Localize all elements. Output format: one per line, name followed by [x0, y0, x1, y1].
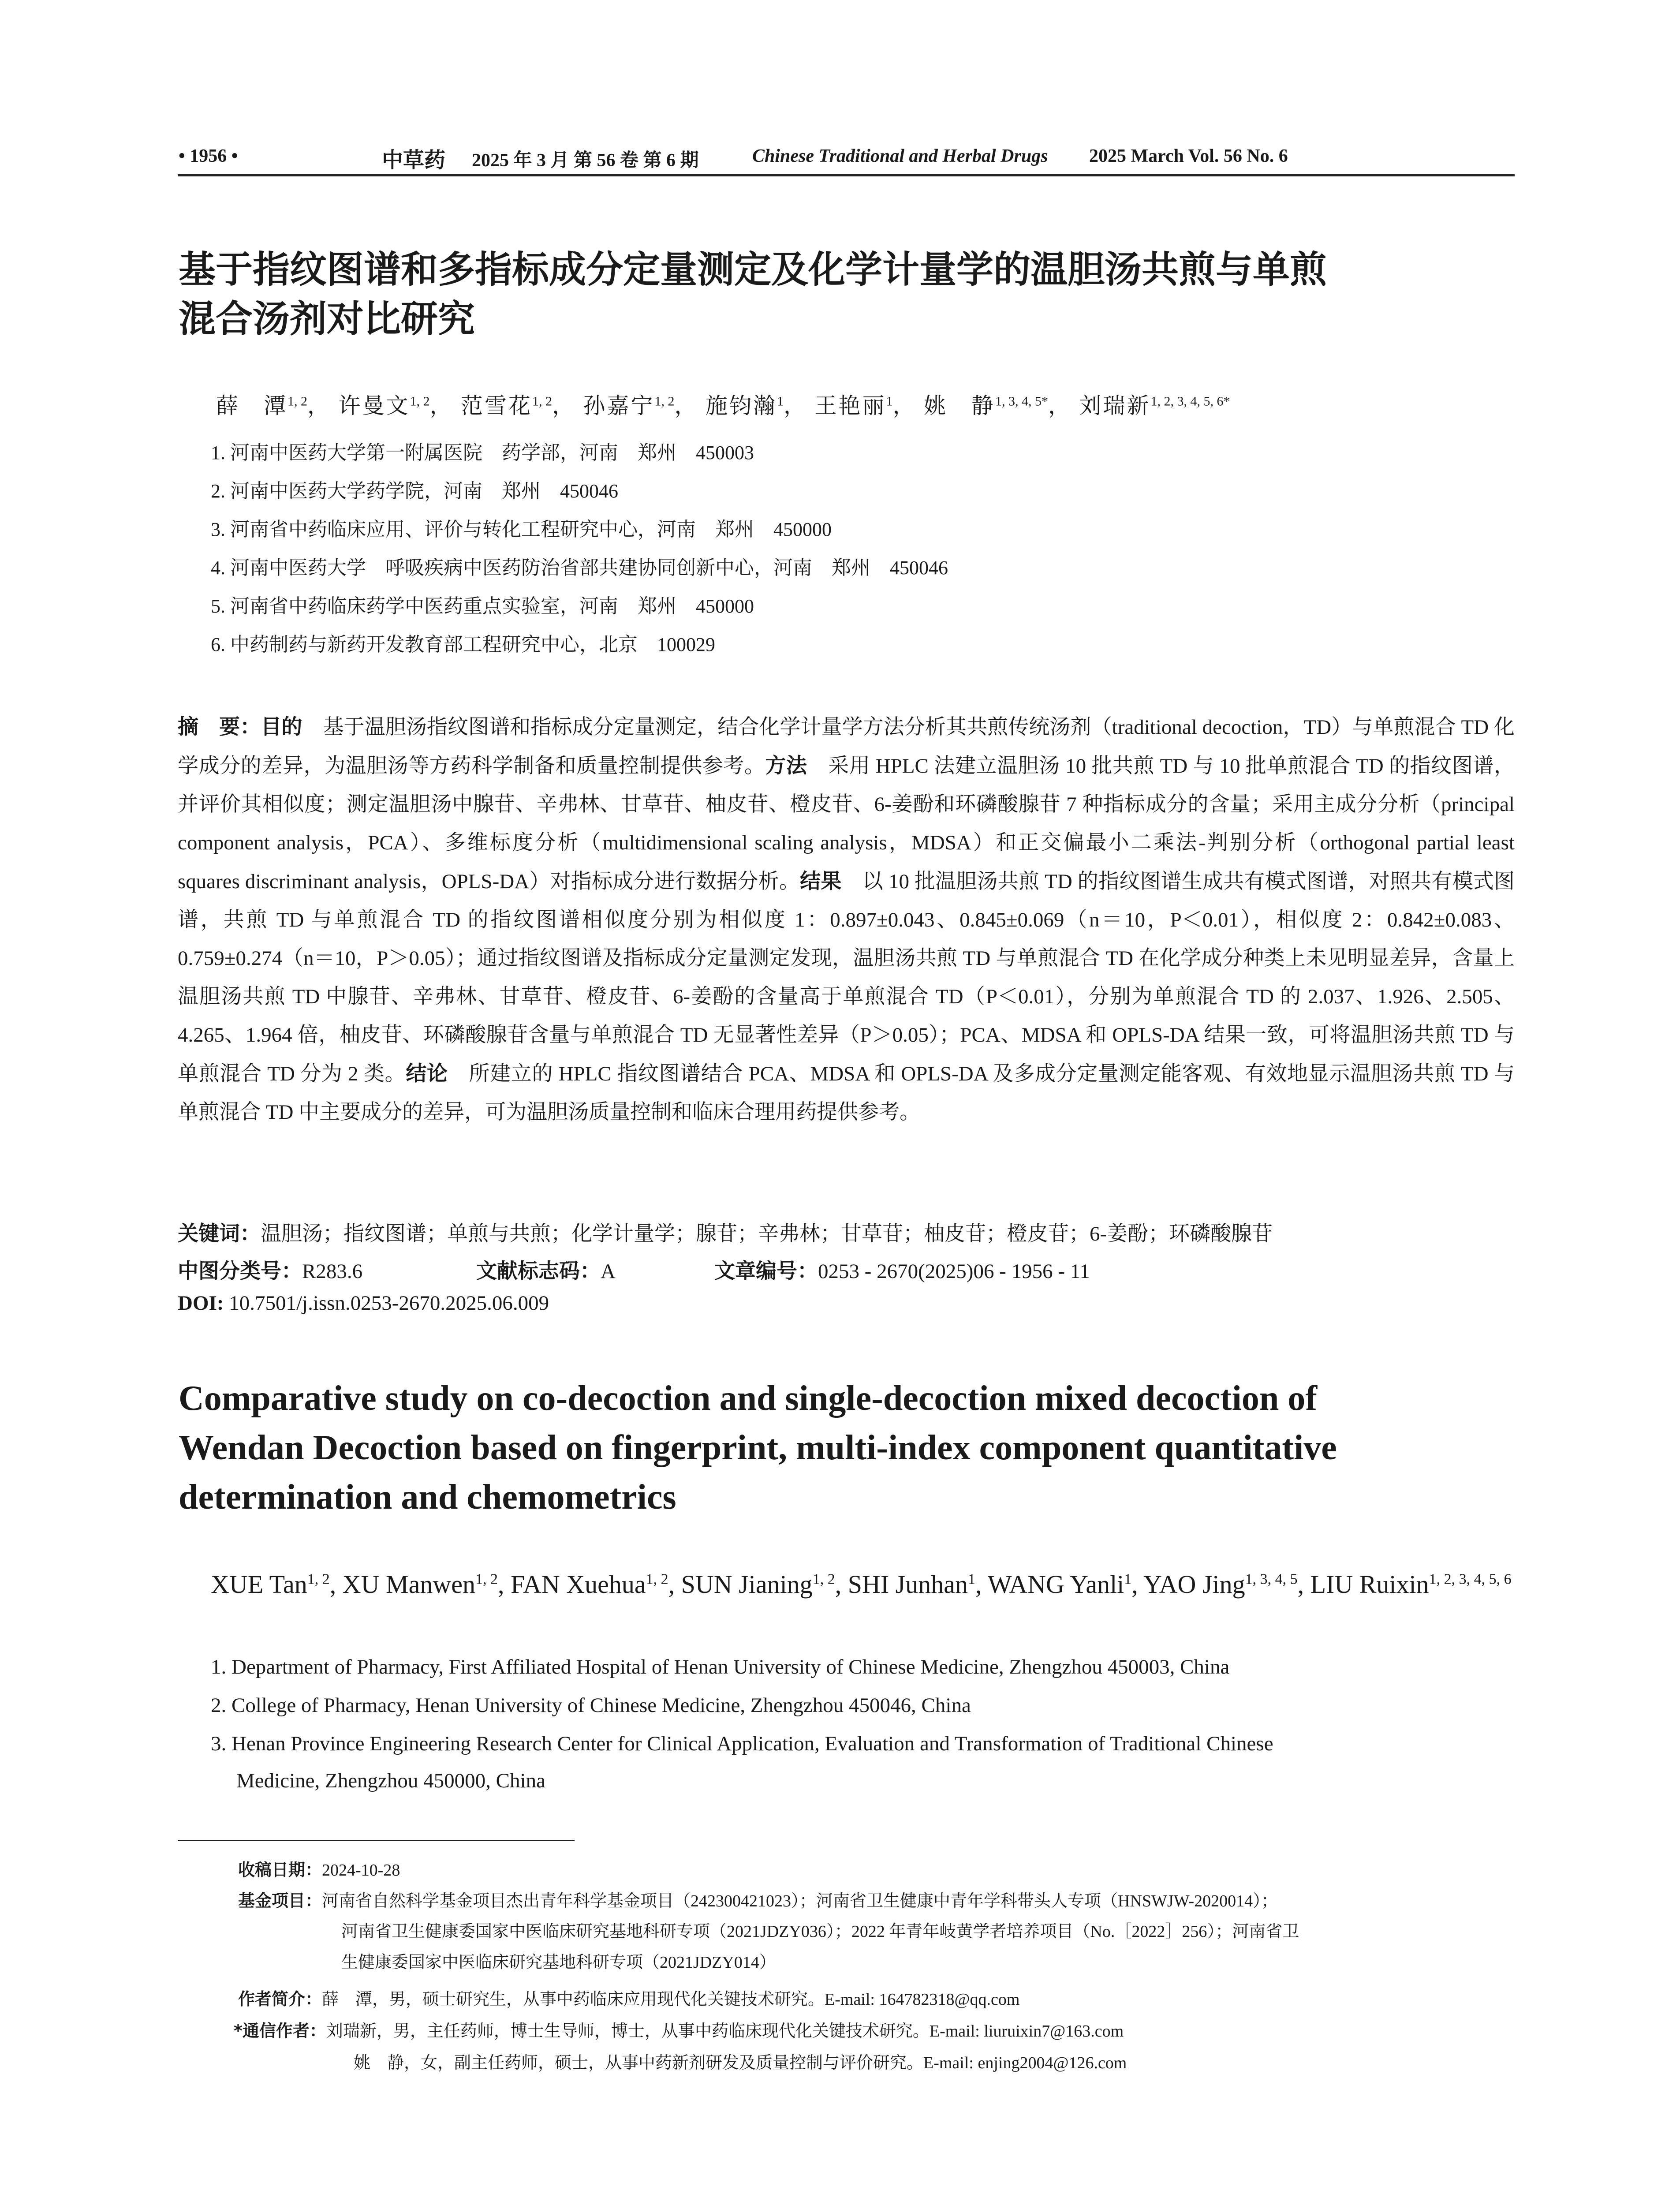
author-cn: 刘瑞新$^{1, 2, 3, 4, 5, 6*}$	[1079, 393, 1230, 418]
keywords	[178, 1217, 1273, 1247]
affiliation-en-3-cont: Medicine, Zhengzhou 450000, China	[236, 1769, 545, 1792]
author-cn: 薛 潭$^{1, 2}$	[216, 393, 307, 418]
affiliation-cn-4: 4. 河南中医药大学 呼吸疾病中医药防治省部共建协同创新中心，河南 郑州 450046	[211, 557, 948, 579]
title-cn-line2: 混合汤剂对比研究	[179, 297, 475, 340]
journal-name-en: Chinese Traditional and Herbal Drugs	[752, 146, 1048, 166]
title-cn	[179, 245, 1515, 344]
title-en-line1: Comparative study on co-decoction and single-decoction mixed decoction of	[179, 1379, 1318, 1418]
keywords-text: 温胆汤；指纹图谱；单煎与共煎；化学计量学；腺苷；辛弗林；甘草苷；柚皮苷；橙皮苷；6-姜酚；环磷酸腺苷	[261, 1222, 1273, 1245]
fund-label: 基金项目：	[238, 1891, 322, 1910]
fund	[238, 1885, 1278, 1917]
author-cn: 范雪花$^{1, 2}$	[461, 393, 552, 418]
fund-line2: 河南省卫生健康委国家中医临床研究基地科研专项（2021JDZY036）；2022 年青年岐黄学者培养项目（No.［2022］256）；河南省卫	[341, 1922, 1299, 1941]
authors-cn: 薛 潭$^{1, 2}$， 许曼文$^{1, 2}$， 范雪花$^{1, 2}$， 孙嘉宁$^{1, 2}$， 施钧瀚$^1$， 王艳丽$^1$， 姚 静$^{1, 3, 4, 5*}$， 刘瑞新$^{1, 2, 3, 4, 5, 6*}$	[216, 393, 1230, 418]
author-en: SUN Jianing$^{1, 2}$	[681, 1570, 835, 1599]
abstract	[178, 708, 1515, 1132]
fund-line3: 生健康委国家中医临床研究基地科研专项（2021JDZY014）	[341, 1953, 776, 1972]
clc-label: 中图分类号：	[178, 1259, 302, 1283]
objective-label: 目的	[261, 715, 302, 739]
clc-value: R283.6	[302, 1260, 363, 1283]
affiliation-cn-3: 3. 河南省中药临床应用、评价与转化工程研究中心，河南 郑州 450000	[211, 519, 832, 540]
received-date	[238, 1854, 400, 1886]
authors-en: XUE Tan$^{1, 2}$, XU Manwen$^{1, 2}$, FAN Xuehua$^{1, 2}$, SUN Jianing$^{1, 2}$, SHI Junhan$^1$, WANG Yanli$^1$, YAO Jing$^{1, 3, 4, 5}$, LIU Ruixin$^{1, 2, 3, 4, 5, 6}$	[211, 1570, 1512, 1599]
article-value: 0253 - 2670(2025)06 - 1956 - 11	[818, 1260, 1090, 1283]
received-label: 收稿日期：	[238, 1860, 322, 1880]
methods-text: 采用 HPLC 法建立温胆汤 10 批共煎 TD 与 10 批单煎混合 TD 的指纹图谱，并评价其相似度；测定温胆汤中腺苷、辛弗林、甘草苷、柚皮苷、橙皮苷、6-姜酚和环磷酸腺苷 7 种指标成分的含量；采用主成分分析（principal component analysis，PCA）、多维标度分析（multidimensional scaling analysis，MDSA）和正交偏最小二乘法-判别分析（orthogonal partial least squares discriminant analysis，OPLS-DA）对指标成分进行数据分析。	[178, 755, 1515, 893]
author-cn: 姚 静$^{1, 3, 4, 5*}$	[924, 393, 1048, 418]
affiliation-en-2: 2. College of Pharmacy, Henan University of Chinese Medicine, Zhengzhou 450046, China	[211, 1694, 971, 1717]
page-number: • 1956 •	[179, 146, 238, 166]
affiliation-cn-2: 2. 河南中医药大学药学院，河南 郑州 450046	[211, 480, 618, 502]
affiliation-en-3: 3. Henan Province Engineering Research Center for Clinical Application, Evaluation and Transformation of Traditional Chinese	[211, 1732, 1273, 1755]
author-bio	[238, 1984, 1019, 2015]
objective-text: 基于温胆汤指纹图谱和指标成分定量测定，结合化学计量学方法分析其共煎传统汤剂（traditional decoction，TD）与单煎混合 TD 化学成分的差异，为温胆汤等方药科学制备和质量控制提供参考。	[178, 716, 1515, 777]
results-label: 结果	[800, 869, 842, 893]
doc-code	[476, 1255, 616, 1284]
received-value: 2024-10-28	[322, 1861, 400, 1880]
author-en: WANG Yanli$^1$	[987, 1570, 1132, 1599]
author-cn: 孙嘉宁$^{1, 2}$	[583, 393, 675, 418]
author-en: FAN Xuehua$^{1, 2}$	[511, 1570, 668, 1599]
corr-text-1: 刘瑞新，男，主任药师，博士生导师，博士，从事中药临床现代化关键技术研究。E-mail: liuruixin7@163.com	[326, 2022, 1124, 2041]
classification-line	[178, 1255, 362, 1284]
affiliation-en-1: 1. Department of Pharmacy, First Affiliated Hospital of Henan University of Chinese Medicine, Zhengzhou 450003, China	[211, 1656, 1230, 1678]
title-en-line3: determination and chemometrics	[179, 1478, 676, 1517]
doc-label: 文献标志码：	[476, 1259, 601, 1283]
affiliation-cn-6: 6. 中药制药与新药开发教育部工程研究中心，北京 100029	[211, 634, 715, 655]
header-rule	[178, 174, 1515, 176]
abstract-label: 摘 要：	[178, 715, 261, 739]
author-cn: 施钧瀚$^1$	[706, 393, 784, 418]
doi	[178, 1291, 549, 1315]
author-en: YAO Jing$^{1, 3, 4, 5}$	[1143, 1570, 1298, 1599]
author-en: XU Manwen$^{1, 2}$	[342, 1570, 498, 1599]
corr-label: *通信作者：	[234, 2021, 326, 2041]
author-bio-text: 薛 潭，男，硕士研究生，从事中药临床应用现代化关键技术研究。E-mail: 164782318@qq.com	[322, 1990, 1020, 2009]
doc-value: A	[601, 1260, 616, 1283]
author-cn: 许曼文$^{1, 2}$	[338, 393, 430, 418]
doi-label: DOI:	[178, 1292, 224, 1315]
journal-name-cn: 中草药	[382, 148, 446, 172]
results-text: 以 10 批温胆汤共煎 TD 的指纹图谱生成共有模式图谱，对照共有模式图谱，共煎 TD 与单煎混合 TD 的指纹图谱相似度分别为相似度 1：0.897±0.043、0.845±0.069（n＝10，P＜0.01），相似度 2：0.842±0.083、0.759±0.274（n＝10，P＞0.05）；通过指纹图谱及指标成分定量测定发现，温胆汤共煎 TD 与单煎混合 TD 在化学成分种类上未见明显差异，含量上温胆汤共煎 TD 中腺苷、辛弗林、甘草苷、橙皮苷、6-姜酚的含量高于单煎混合 TD（P＜0.01），分别为单煎混合 TD 的 2.037、1.926、2.505、4.265、1.964 倍，柚皮苷、环磷酸腺苷含量与单煎混合 TD 无显著性差异（P＞0.05）；PCA、MDSA 和 OPLS-DA 结果一致，可将温胆汤共煎 TD 与单煎混合 TD 分为 2 类。	[178, 870, 1515, 1085]
author-en: SHI Junhan$^1$	[847, 1570, 975, 1599]
article-label: 文章编号：	[714, 1259, 818, 1283]
title-en-line2: Wendan Decoction based on fingerprint, multi-index component quantitative	[179, 1428, 1337, 1467]
doi-value: 10.7501/j.issn.0253-2670.2025.06.009	[229, 1292, 549, 1315]
title-en	[179, 1374, 1515, 1522]
title-cn-line1: 基于指纹图谱和多指标成分定量测定及化学计量学的温胆汤共煎与单煎	[179, 248, 1327, 291]
article-number	[714, 1255, 1090, 1284]
keywords-label: 关键词：	[178, 1222, 261, 1246]
author-en: XUE Tan$^{1, 2}$	[211, 1570, 330, 1599]
conclusion-text: 所建立的 HPLC 指纹图谱结合 PCA、MDSA 和 OPLS-DA 及多成分定量测定能客观、有效地显示温胆汤共煎 TD 与单煎混合 TD 中主要成分的差异，可为温胆汤质量控制和临床合理用药提供参考。	[178, 1062, 1515, 1124]
affiliation-cn-1: 1. 河南中医药大学第一附属医院 药学部，河南 郑州 450003	[211, 442, 754, 463]
author-cn: 王艳丽$^1$	[814, 393, 893, 418]
footnote-rule	[178, 1840, 575, 1841]
author-en: LIU Ruixin$^{1, 2, 3, 4, 5, 6}$	[1310, 1570, 1512, 1599]
issue-cn: 2025 年 3 月 第 56 卷 第 6 期	[472, 150, 699, 171]
corresponding	[234, 2015, 1124, 2047]
affiliation-cn-5: 5. 河南省中药临床药学中医药重点实验室，河南 郑州 450000	[211, 595, 754, 617]
conclusion-label: 结论	[406, 1061, 448, 1086]
corr-text-2: 姚 静，女，副主任药师，硕士，从事中药新剂研发及质量控制与评价研究。E-mail: enjing2004@126.com	[354, 2054, 1127, 2072]
fund-line1: 河南省自然科学基金项目杰出青年科学基金项目（242300421023）；河南省卫生健康中青年学科带头人专项（HNSWJW-2020014）；	[322, 1892, 1278, 1910]
issue-en: 2025 March Vol. 56 No. 6	[1089, 146, 1288, 166]
author-bio-label: 作者简介：	[238, 1989, 322, 2009]
methods-label: 方法	[765, 754, 807, 778]
